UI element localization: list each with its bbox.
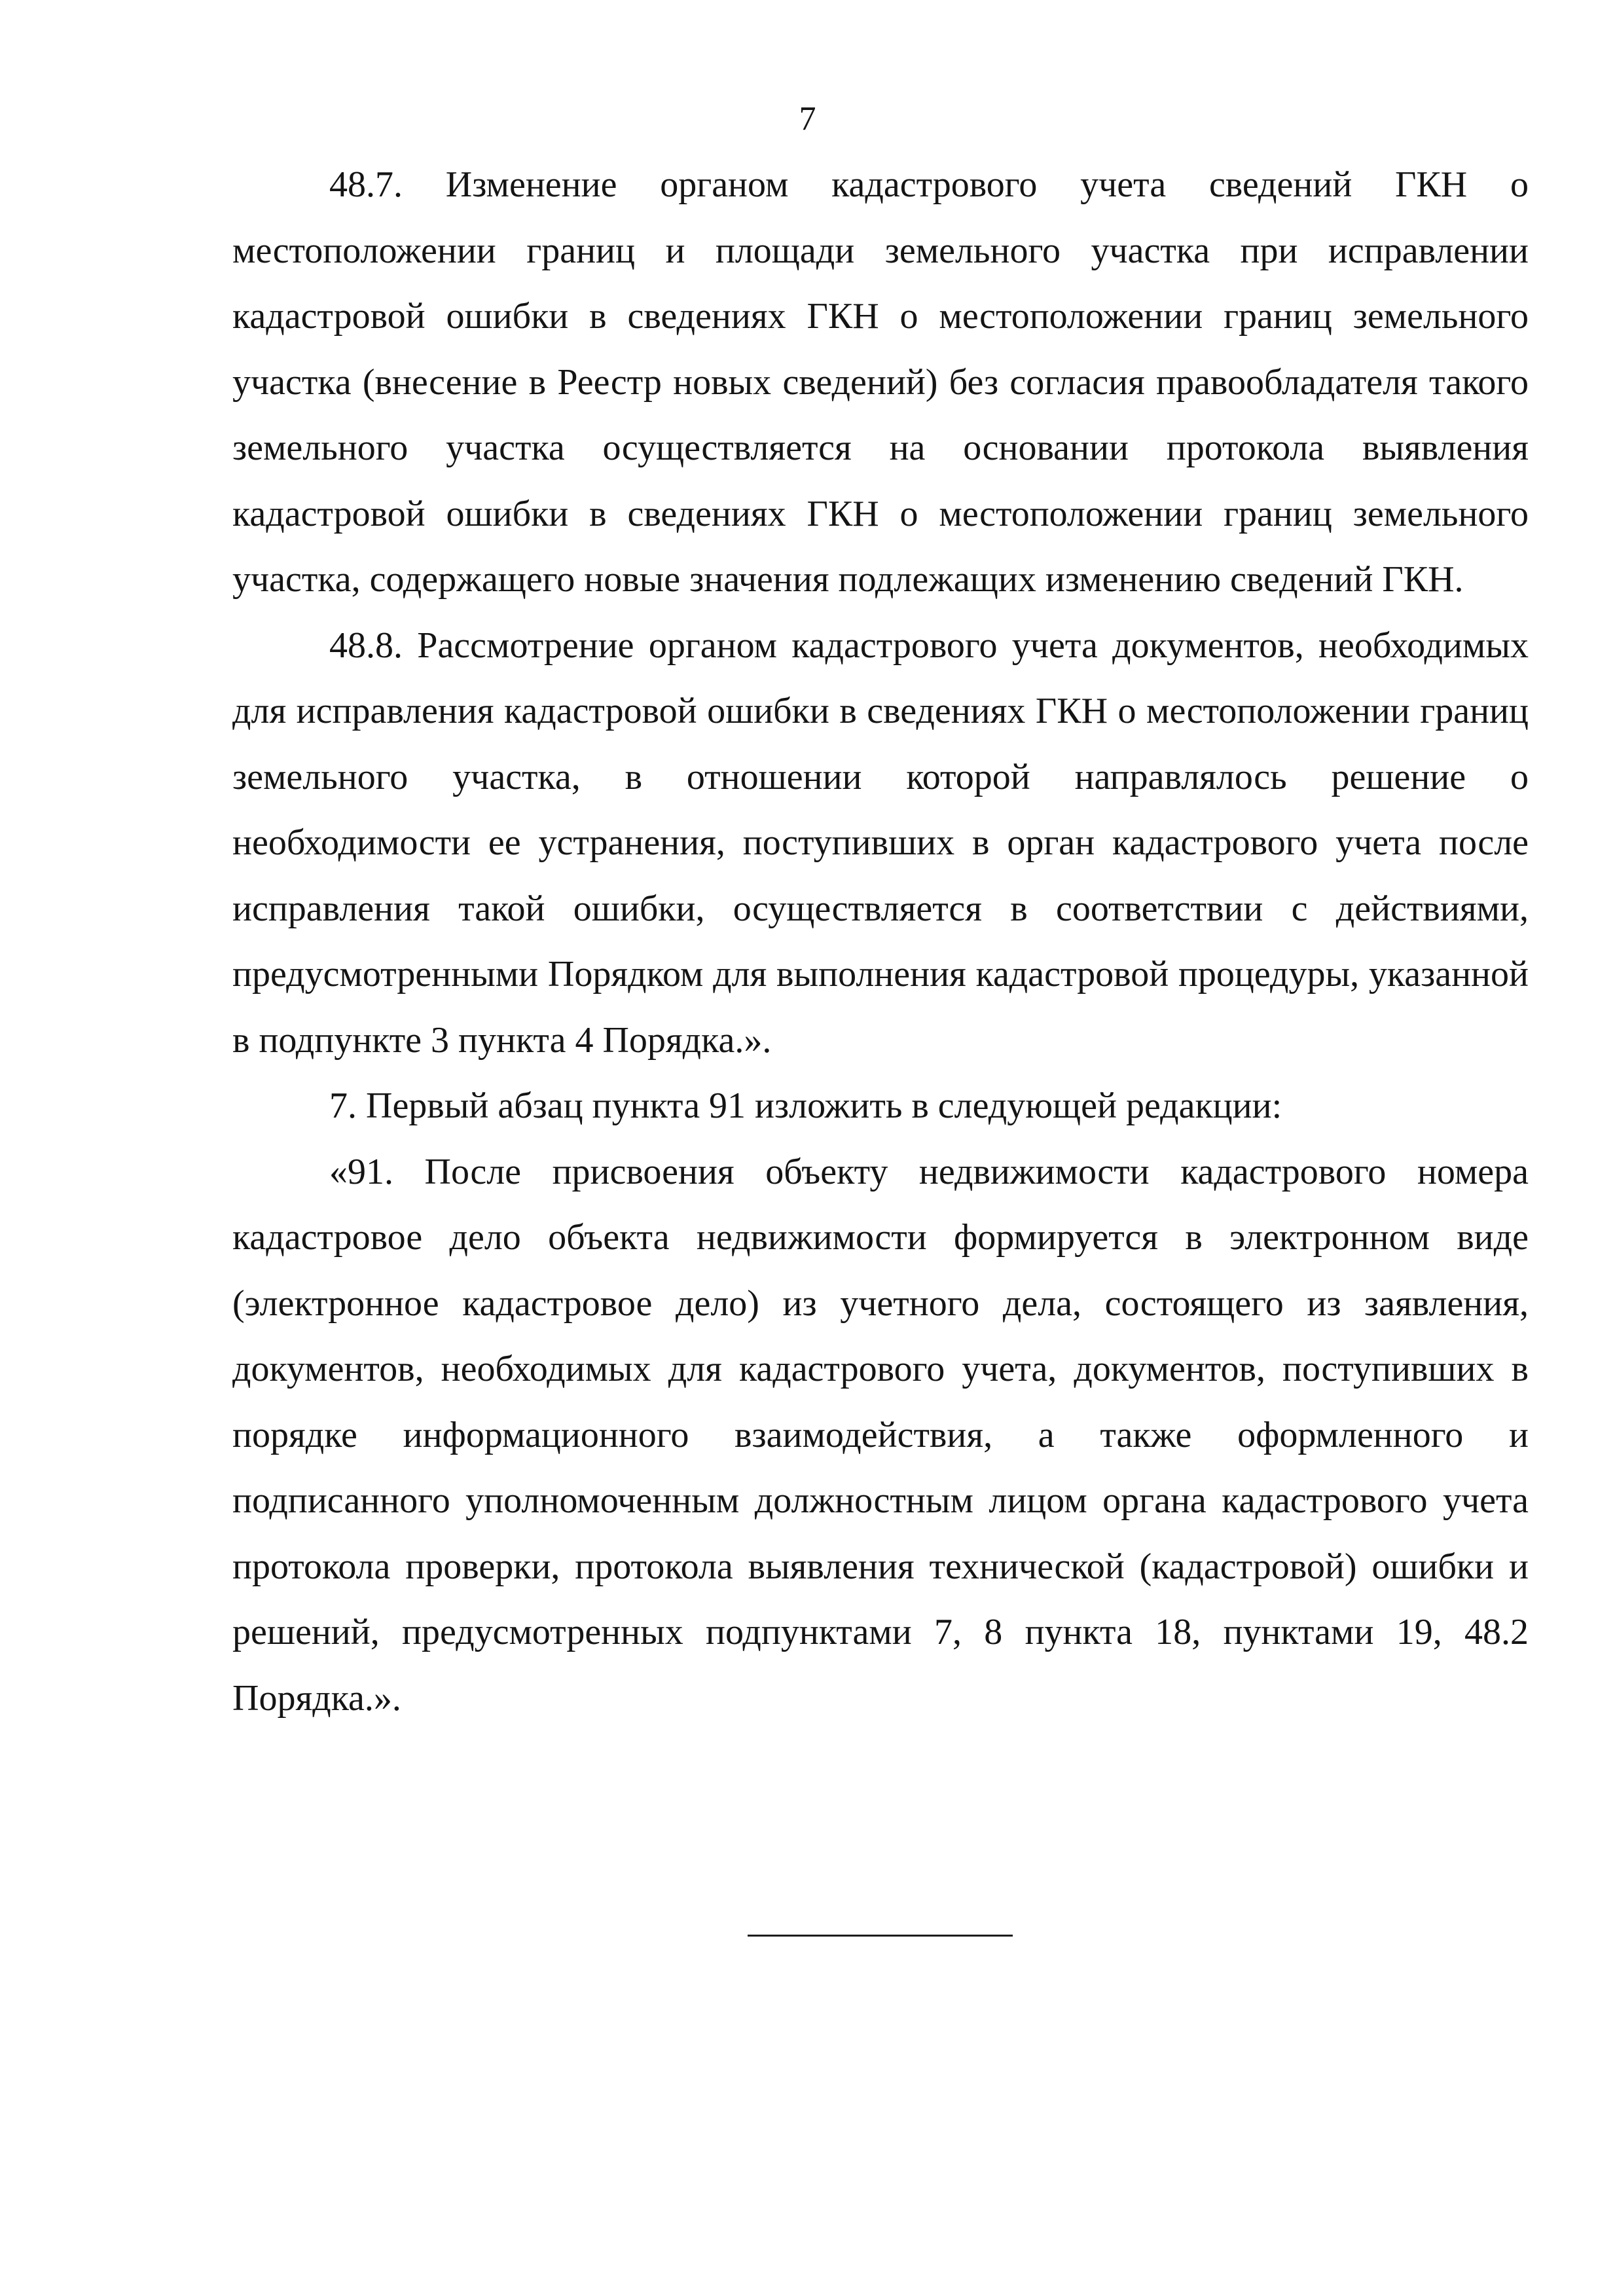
document-body [232,152,1529,1731]
paragraph-48-8: 48.8. Рассмотрение органом кадастрового учета документов, необходимых для исправления кадастровой ошибки в сведениях ГКН о местоположении границ земельного участка, в отношении которой направлялось решение о необходимости ее устранения, поступивших в орган кадастрового учета после исправления такой ошибки, осуществляется в соответствии с действиями, предусмотренными Порядком для выполнения кадастровой процедуры, указанной в подпункте 3 пункта 4 Порядка.». [232,625,1529,1061]
closing-divider-line [748,1935,1013,1937]
paragraph-item-7: 7. Первый абзац пункта 91 изложить в следующей редакции: [329,1085,1282,1126]
paragraph-48-7: 48.7. Изменение органом кадастрового учета сведений ГКН о местоположении границ и площади земельного участка при исправлении кадастровой ошибки в сведениях ГКН о местоположении границ земельного участка (внесение в Реестр новых сведений) без согласия правообладателя такого земельного участка осуществляется на основании протокола выявления кадастровой ошибки в сведениях ГКН о местоположении границ земельного участка, содержащего новые значения подлежащих изменению сведений ГКН. [232,164,1529,600]
paragraph-91: «91. После присвоения объекту недвижимости кадастрового номера кадастровое дело объекта недвижимости формируется в электронном виде (электронное кадастровое дело) из учетного дела, состоящего из заявления, документов, необходимых для кадастрового учета, документов, поступивших в порядке информационного взаимодействия, а также оформленного и подписанного уполномоченным должностным лицом органа кадастрового учета протокола проверки, протокола выявления технической (кадастровой) ошибки и решений, предусмотренных подпунктами 7, 8 пункта 18, пунктами 19, 48.2 Порядка.». [232,1151,1529,1719]
page-number: 7 [799,100,816,137]
